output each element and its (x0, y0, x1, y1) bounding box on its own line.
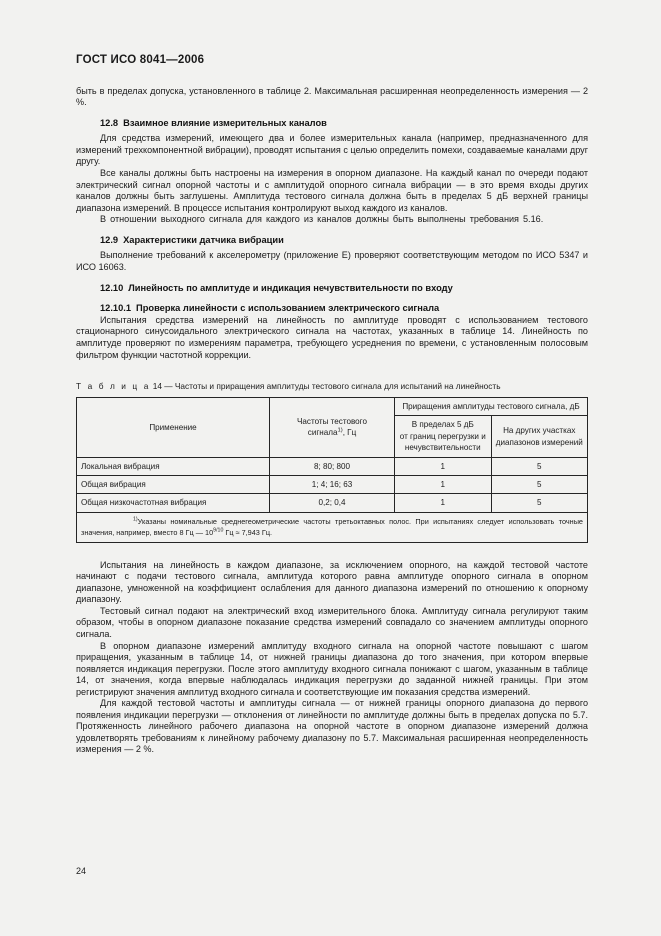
table-caption-label: Т а б л и ц а (76, 381, 151, 392)
table-14-body (77, 457, 588, 542)
page-content (76, 54, 588, 756)
paragraph-12-8-2: Все каналы должны быть настроены на измерения в опорном диапазоне. На каждый канал по очереди подают электрический сигнал опорной частоты и с амплитудой опорного сигнала вибрации — в это время входы других каналов должны быть заглушены. Амплитуда тестового сигнала должна быть в пределах 5 дБ верхней границы диапазона измерений. В процессе испытания контролируют выход каждого из каналов. (76, 168, 588, 213)
standard-header: ГОСТ ИСО 8041—2006 (76, 54, 205, 66)
cell-application: Локальная вибрация (77, 457, 270, 475)
table-row (77, 476, 588, 494)
paragraph-12-10-1-1: Испытания средства измерений на линейность по амплитуде проводят с использованием тестового стационарного синусоидального электрического сигнала на частотах, указанных в таблице 14. Линейность по амплитуде проверяют по измерениям параметра, требующего усреднения по времени, с установленным полосовым фильтром функции частотной коррекции. (76, 314, 588, 360)
paragraph-after-table-3: В опорном диапазоне измерений амплитуду входного сигнала на опорной частоте повышают с шагом приращения, указанным в таблице 14, от нижней границы диапазона до того значения, при котором впервые появляется индикация перегрузки. После этого амплитуду входного сигнала понижают с шагом, указанным в таблице 14, от значения, когда впервые наблюдалась индикация перегрузки до заданной нижней границы. При этом регистрируют значения амплитуд входного сигнала и соответствующие им показания средства измерений. (76, 640, 588, 697)
freq-header-line2-post: , Гц (342, 428, 357, 438)
heading-12-8 (76, 117, 588, 129)
in5-line3: нечувствительности (404, 443, 481, 453)
cell-within-5db: 1 (395, 457, 492, 475)
cell-within-5db: 1 (395, 494, 492, 512)
freq-header-footnote-marker: 1) (337, 427, 343, 434)
other-line1: На других участках (503, 426, 576, 436)
cell-frequencies: 0,2; 0,4 (270, 494, 395, 512)
cell-other-ranges: 5 (491, 494, 588, 512)
table-bottom-spacer (76, 543, 588, 560)
paragraph-after-table-2: Тестовый сигнал подают на электрический вход измерительного блока. Амплитуду сигнала регулируют таким образом, чтобы в опорном диапазоне показание средства измерений совпадало со значением амплитуды опорного сигнала. (76, 605, 588, 639)
heading-12-10-1-title: Проверка линейности с использованием электрического сигнала (136, 302, 440, 313)
column-header-frequencies (270, 398, 395, 458)
column-group-header-increments: Приращения амплитуды тестового сигнала, дБ (395, 398, 588, 416)
footnote-marker: 1) (133, 516, 138, 523)
cell-application: Общая низкочастотная вибрация (77, 494, 270, 512)
footnote-text-part2: Гц ≈ 7,943 Гц. (223, 528, 273, 538)
paragraph-12-8-1: Для средства измерений, имеющего два и более измерительных канала (например, предназначенного для измерений трехкомпонентной вибрации), проводят испытания с целью определить помехи, создаваемые каналами друг другу. (76, 133, 589, 167)
table-footnote-row (77, 512, 588, 542)
freq-header-line1: Частоты тестового (297, 416, 367, 426)
cell-within-5db: 1 (395, 476, 492, 494)
column-header-within-5db (395, 416, 492, 457)
column-header-application: Применение (77, 398, 270, 458)
table-14-footnote (77, 512, 588, 542)
paragraph-continued: быть в пределах допуска, установленного в таблице 2. Максимальная расширенная неопределенность измерения — 2 %. (76, 85, 588, 108)
heading-12-10-1-number: 12.10.1 (100, 302, 132, 313)
cell-other-ranges: 5 (491, 457, 588, 475)
in5-line2: от границ перегрузки и (399, 431, 486, 441)
table-caption-text: — Частоты и приращения амплитуды тестового сигнала для испытаний на линейность (164, 381, 501, 392)
in5-line1: В пределах 5 дБ (411, 420, 474, 430)
cell-frequencies: 8; 80; 800 (270, 457, 395, 475)
heading-12-9-number: 12.9 (100, 235, 119, 246)
table-caption-number: 14 (152, 381, 162, 392)
table-header-row-1 (77, 398, 588, 416)
footnote-exponent: 9/10 (213, 527, 224, 534)
paragraph-after-table-1: Испытания на линейность в каждом диапазоне, за исключением опорного, на каждой тестовой частоте начинают с подачи тестового сигнала, амплитуда которого равна амплитуде опорного сигнала в опорном диапазоне, умноженной на коэффициент ослабления для данного диапазона измерений по отношению к опорному диапазону. (76, 559, 588, 605)
cell-frequencies: 1; 4; 16; 63 (270, 476, 395, 494)
footnote-text-part1: Указаны номинальные среднегеометрические частоты третьоктавных полос. При испытаниях следует использовать точные значения, например, вместо 8 Гц — 10 (81, 516, 583, 538)
heading-12-10-1 (76, 302, 588, 314)
other-line2: диапазонов измерений (495, 437, 583, 447)
cell-other-ranges: 5 (491, 476, 588, 494)
page-number: 24 (76, 866, 87, 876)
heading-12-10-title: Линейность по амплитуде и индикация нечувствительности по входу (128, 282, 453, 293)
table-14-caption (76, 381, 588, 392)
paragraph-12-9-1: Выполнение требований к акселерометру (приложение Е) проверяют соответствующим методом по ИСО 5347 и ИСО 16063. (76, 250, 588, 272)
column-header-other-ranges (491, 416, 588, 457)
table-14-head (77, 398, 588, 458)
paragraph-after-table-4: Для каждой тестовой частоты и амплитуды сигнала — от нижней границы опорного диапазона до первого появления индикации перегрузки — отклонения от линейности по амплитуде должны быть в пределах допуска по 5.7. Протяженность линейного рабочего диапазона на опорной частоте в опорном диапазоне измерений должна удовлетворять требованиям к линейному рабочему диапазону по 5.7. Максимальная расширенная неопределенность измерения — 2 %. (76, 698, 588, 755)
heading-12-8-title: Взаимное влияние измерительных каналов (123, 118, 327, 129)
table-14 (76, 397, 588, 543)
heading-12-10 (76, 282, 588, 294)
paragraph-12-8-3: В отношении выходного сигнала для каждого из каналов должны быть выполнены требования 5.16. (100, 214, 544, 225)
heading-12-9-title: Характеристики датчика вибрации (123, 235, 284, 246)
cell-application: Общая вибрация (77, 476, 270, 494)
heading-12-8-number: 12.8 (100, 118, 119, 129)
heading-12-9 (76, 234, 588, 246)
table-row (77, 494, 588, 512)
table-row (77, 457, 588, 475)
heading-12-10-number: 12.10 (100, 282, 124, 293)
freq-header-line2: сигнала (307, 428, 338, 438)
